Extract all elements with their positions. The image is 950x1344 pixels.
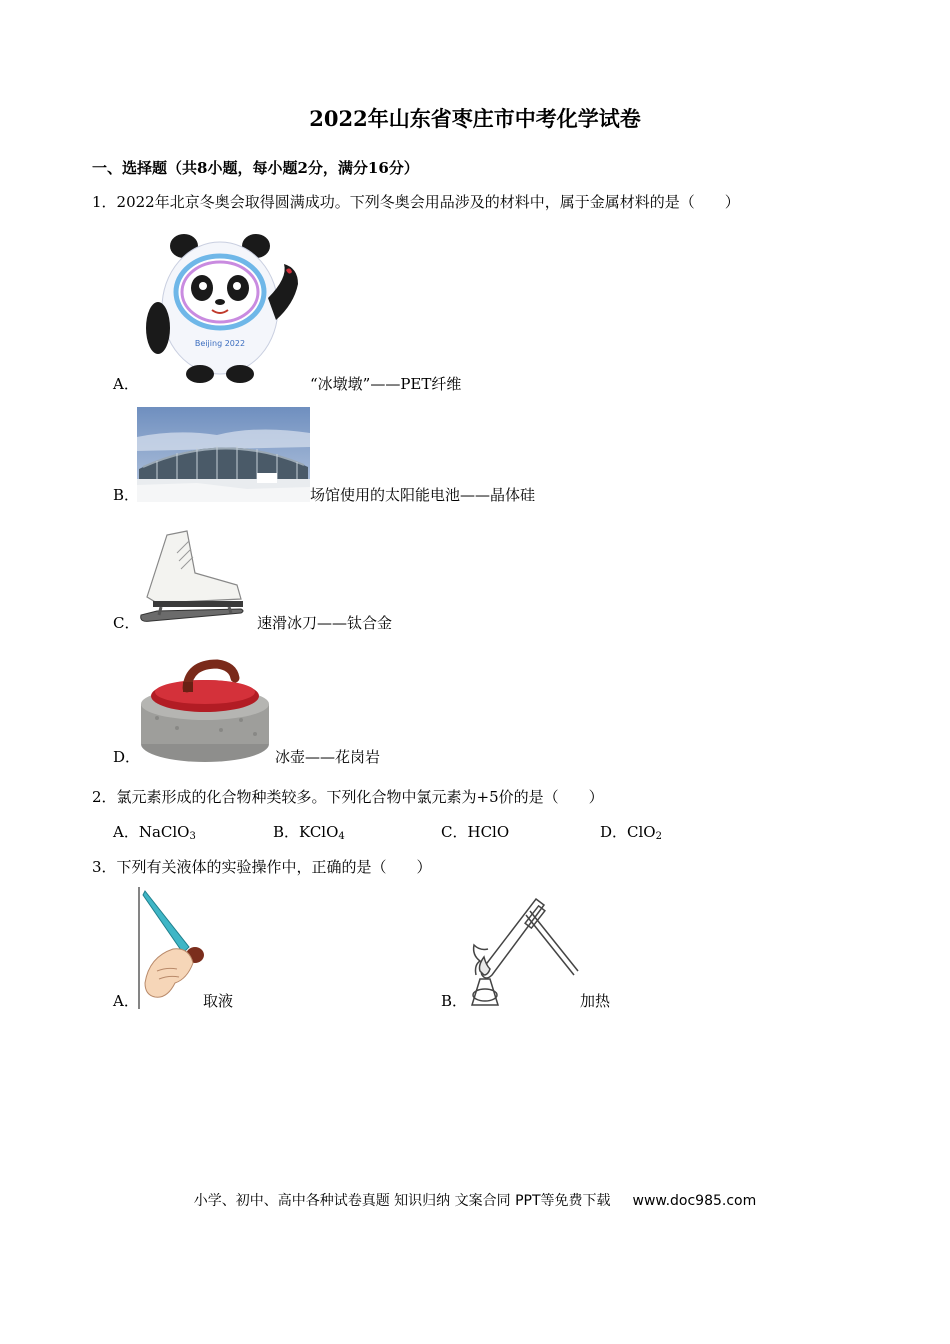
q1-option-d-text: 冰壶——花岗岩	[275, 748, 381, 766]
q2-option-b: B．KClO$_4$	[273, 823, 345, 842]
question-3-text: 3．下列有关液体的实验操作中，正确的是（ ）	[92, 858, 432, 876]
section-heading: 一、选择题（共8小题，每小题2分，满分16分）	[92, 159, 419, 177]
q2-option-c: C．HClO	[441, 823, 510, 841]
stadium-image	[137, 407, 310, 502]
q2-option-a: A．NaClO$_3$	[113, 823, 196, 842]
panda-mascot-image	[138, 228, 302, 384]
q1-option-b-text: 场馆使用的太阳能电池——晶体硅	[310, 486, 536, 504]
skate-image	[137, 527, 247, 627]
page-title: 2022年山东省枣庄市中考化学试卷	[309, 106, 641, 131]
q2-option-d: D．ClO$_2$	[600, 823, 662, 842]
q3-option-a-text: 取液	[203, 992, 234, 1010]
q1-option-c-text: 速滑冰刀——钛合金	[257, 614, 393, 632]
q3-option-b-text: 加热	[580, 992, 611, 1010]
svg-text:Beijing 2022: Beijing 2022	[194, 339, 246, 348]
q1-option-d-letter: D．	[113, 748, 141, 766]
q1-option-b-letter: B．	[113, 486, 140, 504]
q1-option-a-text: “冰墩墩”——PET纤维	[310, 375, 462, 393]
q1-option-a-letter: A．	[113, 375, 139, 393]
curling-stone-image	[137, 658, 273, 764]
footer-text: 小学、初中、高中各种试卷真题 知识归纳 文案合同 PPT等免费下载	[193, 1193, 611, 1209]
q3-option-b-letter: B．	[441, 992, 468, 1010]
footer	[0, 1191, 950, 1211]
question-2-text: 2．氯元素形成的化合物种类较多。下列化合物中氯元素为+5价的是（ ）	[92, 788, 604, 806]
question-1-text: 1．2022年北京冬奥会取得圆满成功。下列冬奥会用品涉及的材料中，属于金属材料的是（ ）	[92, 193, 740, 211]
q1-option-c-letter: C．	[113, 614, 140, 632]
q3-option-a-letter: A．	[113, 992, 139, 1010]
dropper-image	[137, 887, 207, 1009]
test-tube-heating-image	[470, 895, 582, 1009]
footer-site-link[interactable]: www.doc985.com	[632, 1193, 757, 1209]
